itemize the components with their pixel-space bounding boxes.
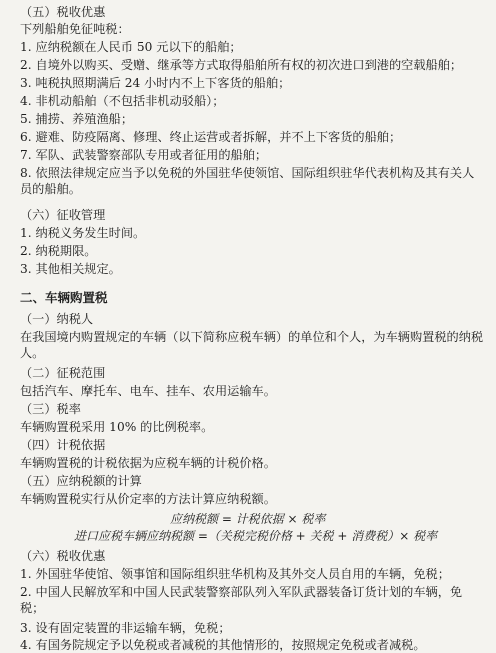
calculation-text: 车辆购置税实行从价定率的方法计算应纳税额。 bbox=[20, 492, 276, 506]
list-item: 2. 纳税期限。 bbox=[20, 244, 97, 258]
heading-rate: （三）税率 bbox=[20, 402, 81, 416]
list-item: 8. 依照法律规定应当予以免税的外国驻华使领馆、国际组织驻华代表机构及其有关人员的船舶。 bbox=[20, 166, 475, 196]
list-item: 6. 避难、防疫隔离、修理、终止运营或者拆解，并不上下客货的船舶； bbox=[20, 130, 402, 144]
list-item: 5. 捕捞、养殖渔船； bbox=[20, 112, 134, 126]
list-item: 4. 非机动船舶（不包括非机动驳船）； bbox=[20, 94, 225, 108]
list-item: 3. 其他相关规定。 bbox=[20, 262, 121, 276]
formula-import-tax: 进口应税车辆应纳税额 =（关税完税价格 + 关税 + 消费税）× 税率 bbox=[74, 529, 438, 543]
rate-text: 车辆购置税采用 10% 的比例税率。 bbox=[20, 420, 214, 434]
scope-text: 包括汽车、摩托车、电车、挂车、农用运输车。 bbox=[20, 384, 276, 398]
heading-scope: （二）征税范围 bbox=[20, 366, 106, 380]
heading-tax-benefits: （五）税收优惠 bbox=[20, 5, 106, 19]
tax-benefits-intro: 下列船舶免征吨税： bbox=[20, 22, 130, 36]
list-item: 1. 外国驻华使馆、领事馆和国际组织驻华机构及其外交人员自用的车辆，免税； bbox=[20, 567, 450, 581]
heading-tax-benefits-vehicle: （六）税收优惠 bbox=[20, 549, 106, 563]
taxpayer-text: 在我国境内购置规定的车辆（以下简称应税车辆）的单位和个人，为车辆购置税的纳税人。 bbox=[20, 330, 484, 360]
basis-text: 车辆购置税的计税依据为应税车辆的计税价格。 bbox=[20, 456, 276, 470]
list-item: 1. 应纳税额在人民币 50 元以下的船舶； bbox=[20, 40, 242, 54]
list-item: 1. 纳税义务发生时间。 bbox=[20, 226, 146, 240]
section-title: 二、车辆购置税 bbox=[20, 290, 108, 305]
heading-basis: （四）计税依据 bbox=[20, 438, 106, 452]
list-item: 3. 设有固定装置的非运输车辆，免税； bbox=[20, 621, 231, 635]
list-item: 7. 军队、武装警察部队专用或者征用的船舶； bbox=[20, 148, 268, 162]
list-item: 2. 中国人民解放军和中国人民武装警察部队列入军队武器装备订货计划的车辆，免税； bbox=[20, 585, 463, 615]
heading-collection: （六）征收管理 bbox=[20, 208, 106, 222]
list-item: 2. 自境外以购买、受赠、继承等方式取得船舶所有权的初次进口到港的空载船舶； bbox=[20, 58, 463, 72]
heading-calculation: （五）应纳税额的计算 bbox=[20, 474, 142, 488]
list-item: 3. 吨税执照期满后 24 小时内不上下客货的船舶； bbox=[20, 76, 291, 90]
list-item: 4. 有国务院规定予以免税或者减税的其他情形的，按照规定免税或者减税。 bbox=[20, 638, 426, 652]
heading-taxpayer: （一）纳税人 bbox=[20, 312, 94, 326]
formula-tax-payable: 应纳税额 = 计税依据 × 税率 bbox=[170, 512, 326, 526]
